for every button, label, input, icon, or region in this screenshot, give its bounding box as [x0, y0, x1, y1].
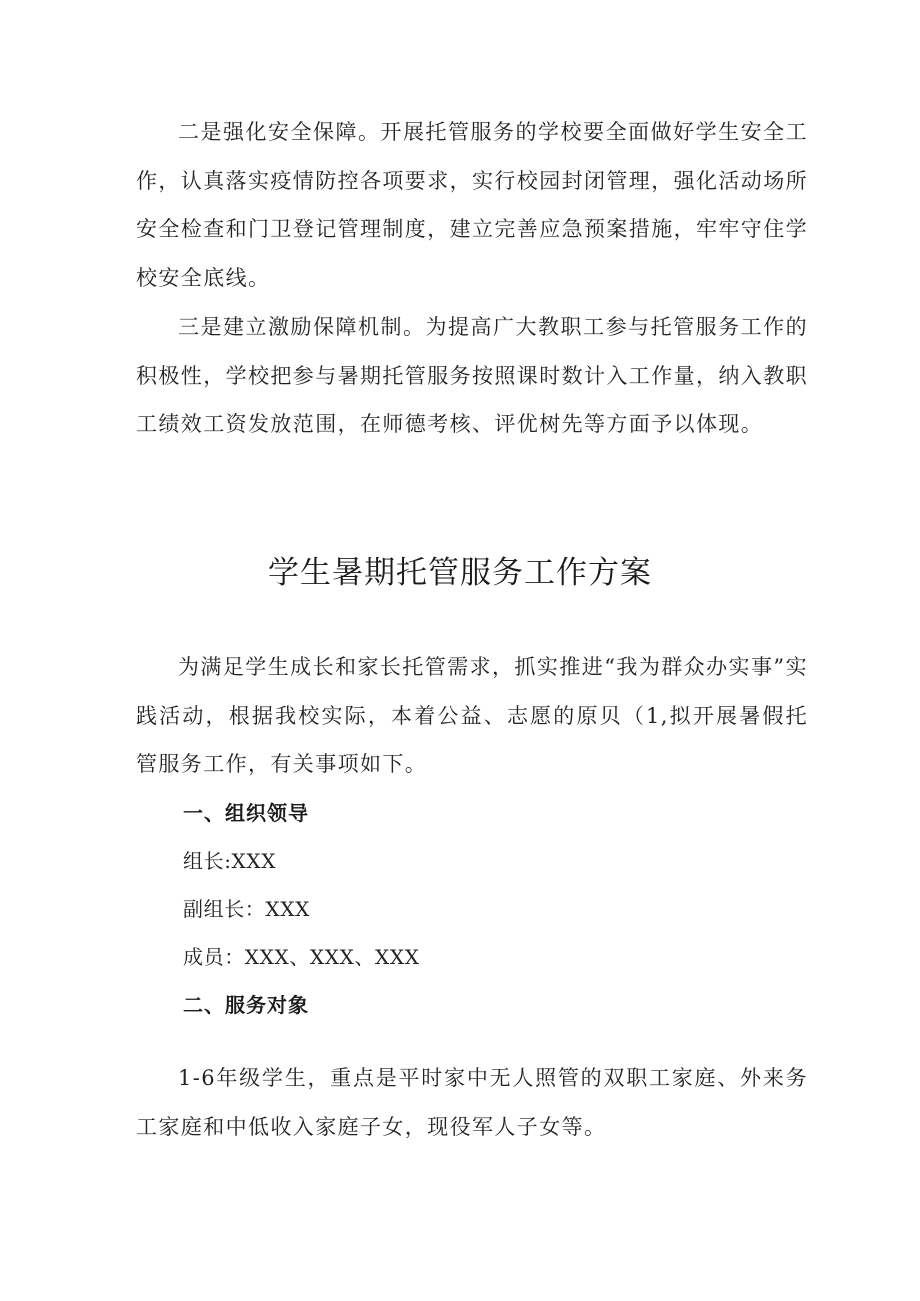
- paragraph-intro: 为满足学生成长和家长托管需求，抓实推进“我为群众办实事”实践活动，根据我校实际，本着公益、志愿的原贝（1,拟开展暑假托管服务工作，有关事项如下。: [136, 655, 808, 776]
- section-heading-organization: 一、组织领导: [183, 801, 309, 825]
- section-heading-service-target: 二、服务对象: [183, 993, 309, 1017]
- paragraph-incentive: 三是建立激励保障机制。为提高广大教职工参与托管服务工作的积极性，学校把参与暑期托管服务按照课时数计入工作量，纳入教职工绩效工资发放范围，在师德考核、评优树先等方面予以体现。: [136, 315, 808, 436]
- paragraph-safety: 二是强化安全保障。开展托管服务的学校要全面做好学生安全工作，认真落实疫情防控各项要求，实行校园封闭管理，强化活动场所安全检查和门卫登记管理制度，建立完善应急预案措施，牢牢守住学校安全底线。: [136, 120, 808, 290]
- member-leader: 组长:XXX: [183, 849, 277, 873]
- member-list: 成员：XXX、XXX、XXX: [183, 945, 420, 969]
- member-deputy-leader: 副组长：XXX: [183, 897, 310, 921]
- paragraph-service-target: 1-6年级学生，重点是平时家中无人照管的双职工家庭、外来务工家庭和中低收入家庭子女，现役军人子女等。: [136, 1066, 808, 1139]
- document-title: 学生暑期托管服务工作方案: [268, 555, 652, 591]
